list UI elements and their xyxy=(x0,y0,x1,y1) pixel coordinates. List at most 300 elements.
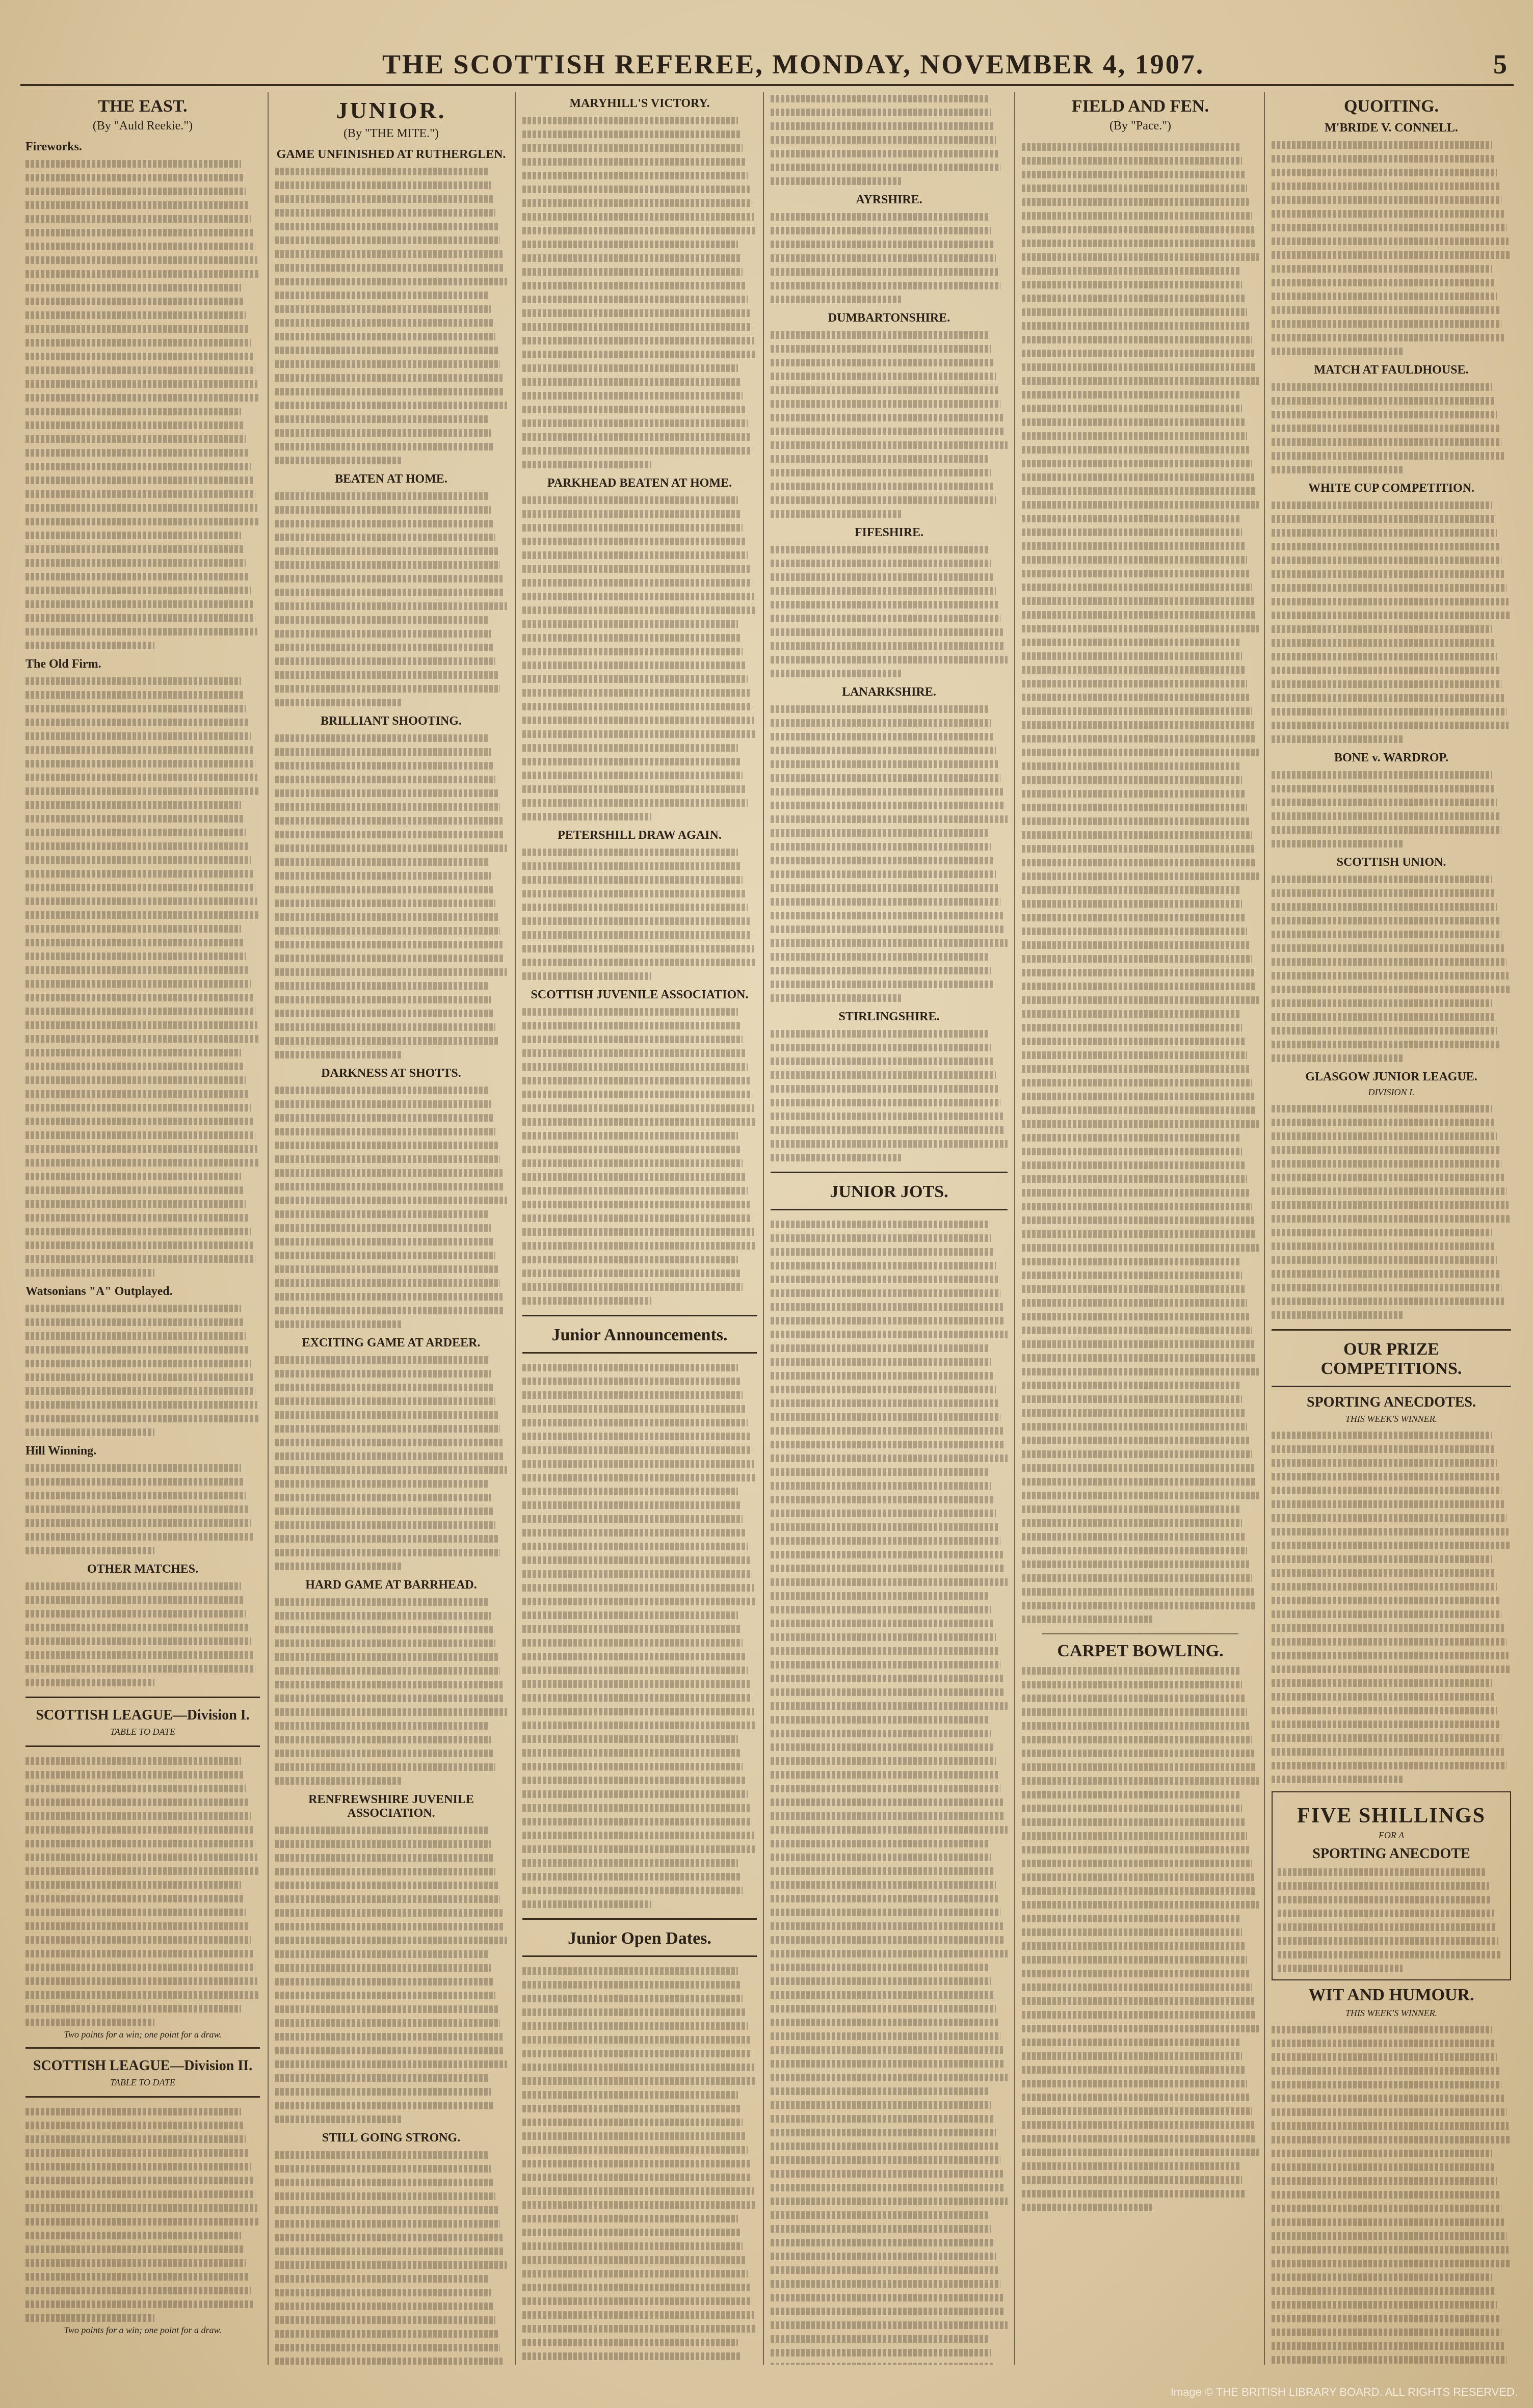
text-line xyxy=(771,1030,989,1038)
text-line xyxy=(522,972,651,980)
text-line xyxy=(25,1478,244,1486)
text-line xyxy=(25,939,244,946)
byline: (By "Pace.") xyxy=(1109,119,1171,133)
text-line xyxy=(1022,2094,1249,2101)
text-line xyxy=(275,776,495,783)
text-line xyxy=(1022,1602,1256,1609)
text-line xyxy=(1272,2095,1504,2102)
text-line xyxy=(275,1563,403,1570)
text-line xyxy=(275,941,503,948)
text-line xyxy=(522,813,651,821)
text-line xyxy=(1022,446,1249,454)
text-line xyxy=(522,2325,757,2333)
text-line xyxy=(522,1283,743,1291)
article-text xyxy=(275,731,507,1062)
text-line xyxy=(771,95,989,102)
text-line xyxy=(1022,1560,1249,1568)
text-line xyxy=(522,392,743,400)
text-line xyxy=(25,760,255,768)
text-line xyxy=(1022,2149,1259,2156)
text-line xyxy=(771,2115,993,2123)
advert-subtitle: SPORTING ANECDOTE xyxy=(1312,1846,1470,1862)
text-line xyxy=(771,345,991,353)
section-heading: Junior Announcements. xyxy=(551,1326,728,1344)
text-line xyxy=(275,671,498,679)
text-line xyxy=(771,1867,993,1875)
text-line xyxy=(771,1757,996,1765)
subheading: GAME UNFINISHED AT RUTHERGLEN. xyxy=(276,148,506,161)
text-line xyxy=(771,1510,996,1517)
text-line xyxy=(1272,155,1494,163)
text-line xyxy=(771,642,1005,650)
text-line xyxy=(1022,1093,1254,1100)
text-line xyxy=(275,292,489,299)
text-line xyxy=(25,2314,154,2322)
text-line xyxy=(25,243,255,250)
text-line xyxy=(275,1010,493,1017)
text-line xyxy=(275,1320,403,1328)
text-line xyxy=(1272,1105,1492,1113)
text-line xyxy=(522,144,743,152)
text-line xyxy=(275,2289,491,2296)
text-line xyxy=(771,1386,996,1393)
text-line xyxy=(275,1923,505,1930)
text-line xyxy=(771,2032,1000,2040)
text-line xyxy=(522,433,750,441)
league-table xyxy=(1272,1102,1511,1322)
text-line xyxy=(1022,1203,1252,1210)
text-line xyxy=(522,227,757,234)
text-line xyxy=(1022,1258,1240,1265)
text-line xyxy=(1278,1896,1491,1903)
text-line xyxy=(1272,169,1497,176)
text-line xyxy=(25,1922,248,1930)
text-line xyxy=(522,1556,750,1564)
text-line xyxy=(1022,1051,1247,1059)
text-line xyxy=(1022,886,1240,894)
text-line xyxy=(522,1049,745,1057)
text-line xyxy=(771,359,993,366)
text-line xyxy=(1022,1942,1245,1950)
text-line xyxy=(1022,1189,1249,1197)
subheading: BEATEN AT HOME. xyxy=(335,472,447,486)
text-line xyxy=(1272,2232,1506,2240)
text-line xyxy=(522,510,741,518)
column-rule xyxy=(1014,92,1015,2365)
text-line xyxy=(1022,267,1240,275)
text-line xyxy=(25,339,251,347)
text-line xyxy=(275,415,489,423)
text-line xyxy=(1272,708,1506,716)
text-line xyxy=(1272,293,1497,300)
text-line xyxy=(275,333,495,340)
text-line xyxy=(522,1022,741,1029)
text-line xyxy=(1022,336,1252,343)
text-line xyxy=(1272,1597,1499,1604)
column-4 xyxy=(771,92,1008,2365)
text-line xyxy=(1022,983,1256,990)
text-line xyxy=(771,455,989,463)
text-line xyxy=(771,546,989,553)
text-line xyxy=(275,1722,489,1730)
text-line xyxy=(25,1332,246,1340)
text-line xyxy=(25,2122,244,2129)
text-line xyxy=(1022,1492,1259,1499)
text-line xyxy=(1272,944,1504,952)
text-line xyxy=(1022,460,1252,467)
text-line xyxy=(771,1812,1005,1820)
text-line xyxy=(1272,1229,1492,1236)
text-line xyxy=(275,968,507,976)
text-line xyxy=(1022,1216,1254,1224)
text-line xyxy=(1272,1776,1404,1783)
text-line xyxy=(275,1639,495,1647)
text-line xyxy=(275,872,491,880)
text-line xyxy=(522,1777,745,1784)
article-text xyxy=(1272,498,1511,746)
text-line xyxy=(275,1695,505,1702)
text-line xyxy=(1022,473,1254,481)
text-line xyxy=(1278,1923,1496,1931)
text-line xyxy=(522,538,745,545)
text-line xyxy=(1022,1175,1247,1183)
text-line xyxy=(522,1790,748,1798)
text-line xyxy=(771,496,996,504)
text-line xyxy=(25,925,241,933)
text-line xyxy=(25,746,253,754)
text-line xyxy=(771,1113,1003,1120)
text-line xyxy=(1272,1487,1501,1494)
column-6 xyxy=(1272,92,1511,2365)
text-line xyxy=(522,648,743,655)
text-line xyxy=(25,1867,260,1875)
text-line xyxy=(771,2142,998,2150)
text-line xyxy=(1272,1500,1504,1508)
text-line xyxy=(275,1397,495,1405)
text-line xyxy=(522,1077,750,1084)
text-line xyxy=(1022,1588,1254,1596)
text-line xyxy=(1272,1160,1501,1168)
text-line xyxy=(1022,2107,1252,2115)
text-line xyxy=(1022,1382,1240,1389)
text-line xyxy=(275,1626,493,1633)
text-line xyxy=(25,1582,241,1590)
text-line xyxy=(25,394,260,402)
text-line xyxy=(771,122,993,130)
page-number: 5 xyxy=(1493,49,1509,80)
text-line xyxy=(25,856,251,864)
text-line xyxy=(771,2156,1000,2164)
text-line xyxy=(25,1159,260,1167)
text-line xyxy=(771,1977,991,1985)
text-line xyxy=(522,1818,752,1825)
text-line xyxy=(25,815,244,823)
text-line xyxy=(771,2184,1005,2191)
text-line xyxy=(771,628,1003,636)
text-line xyxy=(1272,2246,1509,2254)
text-line xyxy=(522,2091,738,2099)
text-line xyxy=(522,268,743,276)
text-line xyxy=(25,1305,241,1312)
text-line xyxy=(1272,903,1497,911)
text-line xyxy=(1278,1882,1489,1890)
text-line xyxy=(1272,1256,1497,1264)
results-text xyxy=(771,702,1008,1005)
text-line xyxy=(1272,972,1509,980)
text-line xyxy=(1272,1132,1497,1140)
text-line xyxy=(1272,182,1499,190)
text-line xyxy=(25,1387,255,1395)
text-line xyxy=(25,2259,246,2267)
text-line xyxy=(522,2077,757,2085)
text-line xyxy=(771,1950,1008,1957)
text-line xyxy=(771,857,993,864)
text-line xyxy=(1272,1459,1497,1467)
text-line xyxy=(1022,1574,1252,1582)
article-text xyxy=(771,1218,1008,2365)
text-line xyxy=(1022,749,1259,756)
text-line xyxy=(1022,405,1242,412)
text-line xyxy=(275,685,500,693)
text-line xyxy=(1022,831,1252,839)
text-line xyxy=(1272,1610,1501,1618)
text-line xyxy=(1022,1997,1254,2005)
text-line xyxy=(522,1118,757,1126)
text-line xyxy=(771,1496,993,1503)
text-line xyxy=(275,2060,507,2068)
text-line xyxy=(771,2294,1003,2301)
text-line xyxy=(275,250,503,258)
text-line xyxy=(275,886,493,893)
results-text xyxy=(771,92,1008,188)
text-line xyxy=(275,1425,500,1433)
text-line xyxy=(771,2363,993,2365)
text-line xyxy=(1022,1450,1252,1458)
text-line xyxy=(25,642,154,649)
text-line xyxy=(1272,1041,1499,1048)
subheading: SCOTTISH JUVENILE ASSOCIATION. xyxy=(531,988,749,1001)
text-line xyxy=(1272,1027,1497,1035)
column-rule xyxy=(1264,92,1265,2365)
text-line xyxy=(25,270,260,278)
text-line xyxy=(25,1757,241,1765)
text-line xyxy=(25,787,260,795)
text-line xyxy=(771,1606,991,1613)
text-line xyxy=(522,1845,757,1853)
text-line xyxy=(25,1679,154,1686)
text-line xyxy=(1272,251,1511,259)
text-line xyxy=(275,520,493,527)
text-line xyxy=(25,559,246,567)
text-line xyxy=(25,1415,260,1422)
text-line xyxy=(25,1798,248,1806)
text-line xyxy=(771,296,901,303)
subheading: LANARKSHIRE. xyxy=(842,685,936,699)
text-line xyxy=(522,1666,748,1674)
text-line xyxy=(522,130,741,138)
text-line xyxy=(522,1694,752,1702)
text-line xyxy=(1272,1528,1509,1536)
text-line xyxy=(25,449,248,457)
subheading: Fireworks. xyxy=(25,140,82,153)
text-line xyxy=(771,2005,996,2013)
text-line xyxy=(771,2019,998,2026)
text-line xyxy=(771,747,996,754)
article-text xyxy=(1022,1664,1259,2214)
text-line xyxy=(522,772,743,779)
league-table xyxy=(25,2105,260,2325)
text-line xyxy=(771,870,996,878)
text-line xyxy=(275,492,489,500)
text-line xyxy=(1022,1805,1242,1812)
text-line xyxy=(1022,859,1256,866)
text-line xyxy=(522,2008,745,2016)
text-line xyxy=(275,644,493,651)
text-line xyxy=(1272,826,1501,834)
text-line xyxy=(771,483,993,490)
article-text xyxy=(25,1302,260,1439)
text-line xyxy=(771,1140,1008,1148)
text-line xyxy=(275,2316,495,2324)
text-line xyxy=(1022,1873,1254,1881)
text-line xyxy=(771,1647,998,1655)
subheading: The Old Firm. xyxy=(25,657,101,671)
text-line xyxy=(522,1091,752,1098)
text-line xyxy=(275,388,505,395)
text-line xyxy=(1022,1722,1249,1730)
text-line xyxy=(275,1992,495,1999)
text-line xyxy=(1022,542,1245,550)
text-line xyxy=(1272,986,1511,993)
text-line xyxy=(522,1735,738,1743)
text-line xyxy=(1272,1734,1501,1742)
text-line xyxy=(25,897,257,905)
text-line xyxy=(522,703,752,710)
text-line xyxy=(1272,2287,1494,2295)
text-line xyxy=(275,1868,495,1875)
text-line xyxy=(25,2149,248,2157)
text-line xyxy=(25,1145,257,1153)
article-text xyxy=(275,1823,507,2126)
text-line xyxy=(1272,1569,1494,1577)
text-line xyxy=(1272,2040,1494,2047)
text-line xyxy=(1022,1148,1242,1155)
text-line xyxy=(25,691,244,699)
text-line xyxy=(275,748,491,756)
text-line xyxy=(1022,694,1249,701)
text-line xyxy=(1022,941,1249,949)
text-line xyxy=(522,2215,738,2222)
text-line xyxy=(25,1492,246,1499)
article-text xyxy=(522,845,757,983)
text-line xyxy=(275,1087,489,1094)
text-line xyxy=(1022,556,1247,564)
text-line xyxy=(1272,265,1492,273)
text-line xyxy=(1272,680,1501,688)
text-line xyxy=(275,1252,495,1259)
text-line xyxy=(275,2330,498,2338)
text-line xyxy=(522,1570,752,1578)
text-line xyxy=(1278,1951,1500,1959)
text-line xyxy=(1272,2136,1511,2144)
text-line xyxy=(522,1214,752,1222)
text-line xyxy=(1272,1693,1494,1701)
subheading: OTHER MATCHES. xyxy=(87,1563,199,1576)
text-line xyxy=(25,719,248,726)
text-line xyxy=(25,2232,241,2239)
text-line xyxy=(522,1625,741,1633)
text-line xyxy=(1022,1667,1240,1675)
text-line xyxy=(1278,1868,1487,1876)
text-line xyxy=(771,2087,989,2095)
text-line xyxy=(1272,2315,1499,2322)
text-line xyxy=(771,1840,989,1847)
text-line xyxy=(275,1950,489,1958)
text-line xyxy=(1022,1313,1249,1320)
text-line xyxy=(275,2234,503,2241)
text-line xyxy=(1272,452,1504,460)
subheading: M'BRIDE V. CONNELL. xyxy=(1325,121,1458,135)
text-line xyxy=(771,2129,996,2136)
text-line xyxy=(1272,237,1509,245)
text-line xyxy=(522,1391,743,1399)
section-heading: Junior Open Dates. xyxy=(568,1929,711,1948)
text-line xyxy=(522,1242,757,1250)
text-line xyxy=(275,2261,507,2269)
text-line xyxy=(522,593,754,600)
text-line xyxy=(275,1037,498,1045)
text-line xyxy=(771,953,989,961)
text-line xyxy=(1022,914,1245,921)
text-line xyxy=(275,1681,503,1688)
text-line xyxy=(1272,735,1404,743)
article-text xyxy=(275,1353,507,1573)
text-line xyxy=(25,1186,244,1194)
text-line xyxy=(771,1482,991,1490)
text-line xyxy=(522,2063,754,2071)
text-line xyxy=(771,268,998,276)
text-line xyxy=(275,1507,493,1515)
subheading: HARD GAME AT BARRHEAD. xyxy=(305,1578,477,1592)
article-text xyxy=(1022,140,1259,1626)
results-text xyxy=(771,543,1008,680)
text-line xyxy=(25,477,253,484)
text-line xyxy=(1022,1395,1242,1403)
text-line xyxy=(25,215,251,223)
text-line xyxy=(1022,639,1240,646)
text-line xyxy=(1022,308,1247,316)
text-line xyxy=(25,1665,255,1673)
results-text xyxy=(771,328,1008,521)
text-line xyxy=(771,1537,1000,1545)
text-line xyxy=(25,518,260,525)
text-line xyxy=(275,1763,495,1771)
text-line xyxy=(1022,955,1252,963)
text-line xyxy=(522,1256,738,1263)
text-line xyxy=(771,177,901,185)
league-note: Two points for a win; one point for a draw. xyxy=(64,2029,222,2040)
text-line xyxy=(25,2108,241,2115)
article-text xyxy=(25,674,260,1280)
league-note: Two points for a win; one point for a draw. xyxy=(64,2325,222,2335)
text-line xyxy=(771,1331,1008,1338)
text-line xyxy=(275,1142,498,1149)
text-line xyxy=(275,2303,493,2310)
text-line xyxy=(1022,1970,1249,1977)
text-line xyxy=(25,504,257,512)
image-credit: Image © THE BRITISH LIBRARY BOARD. ALL RIGHTS RESERVED. xyxy=(1170,2386,1518,2398)
text-line xyxy=(1272,653,1497,660)
